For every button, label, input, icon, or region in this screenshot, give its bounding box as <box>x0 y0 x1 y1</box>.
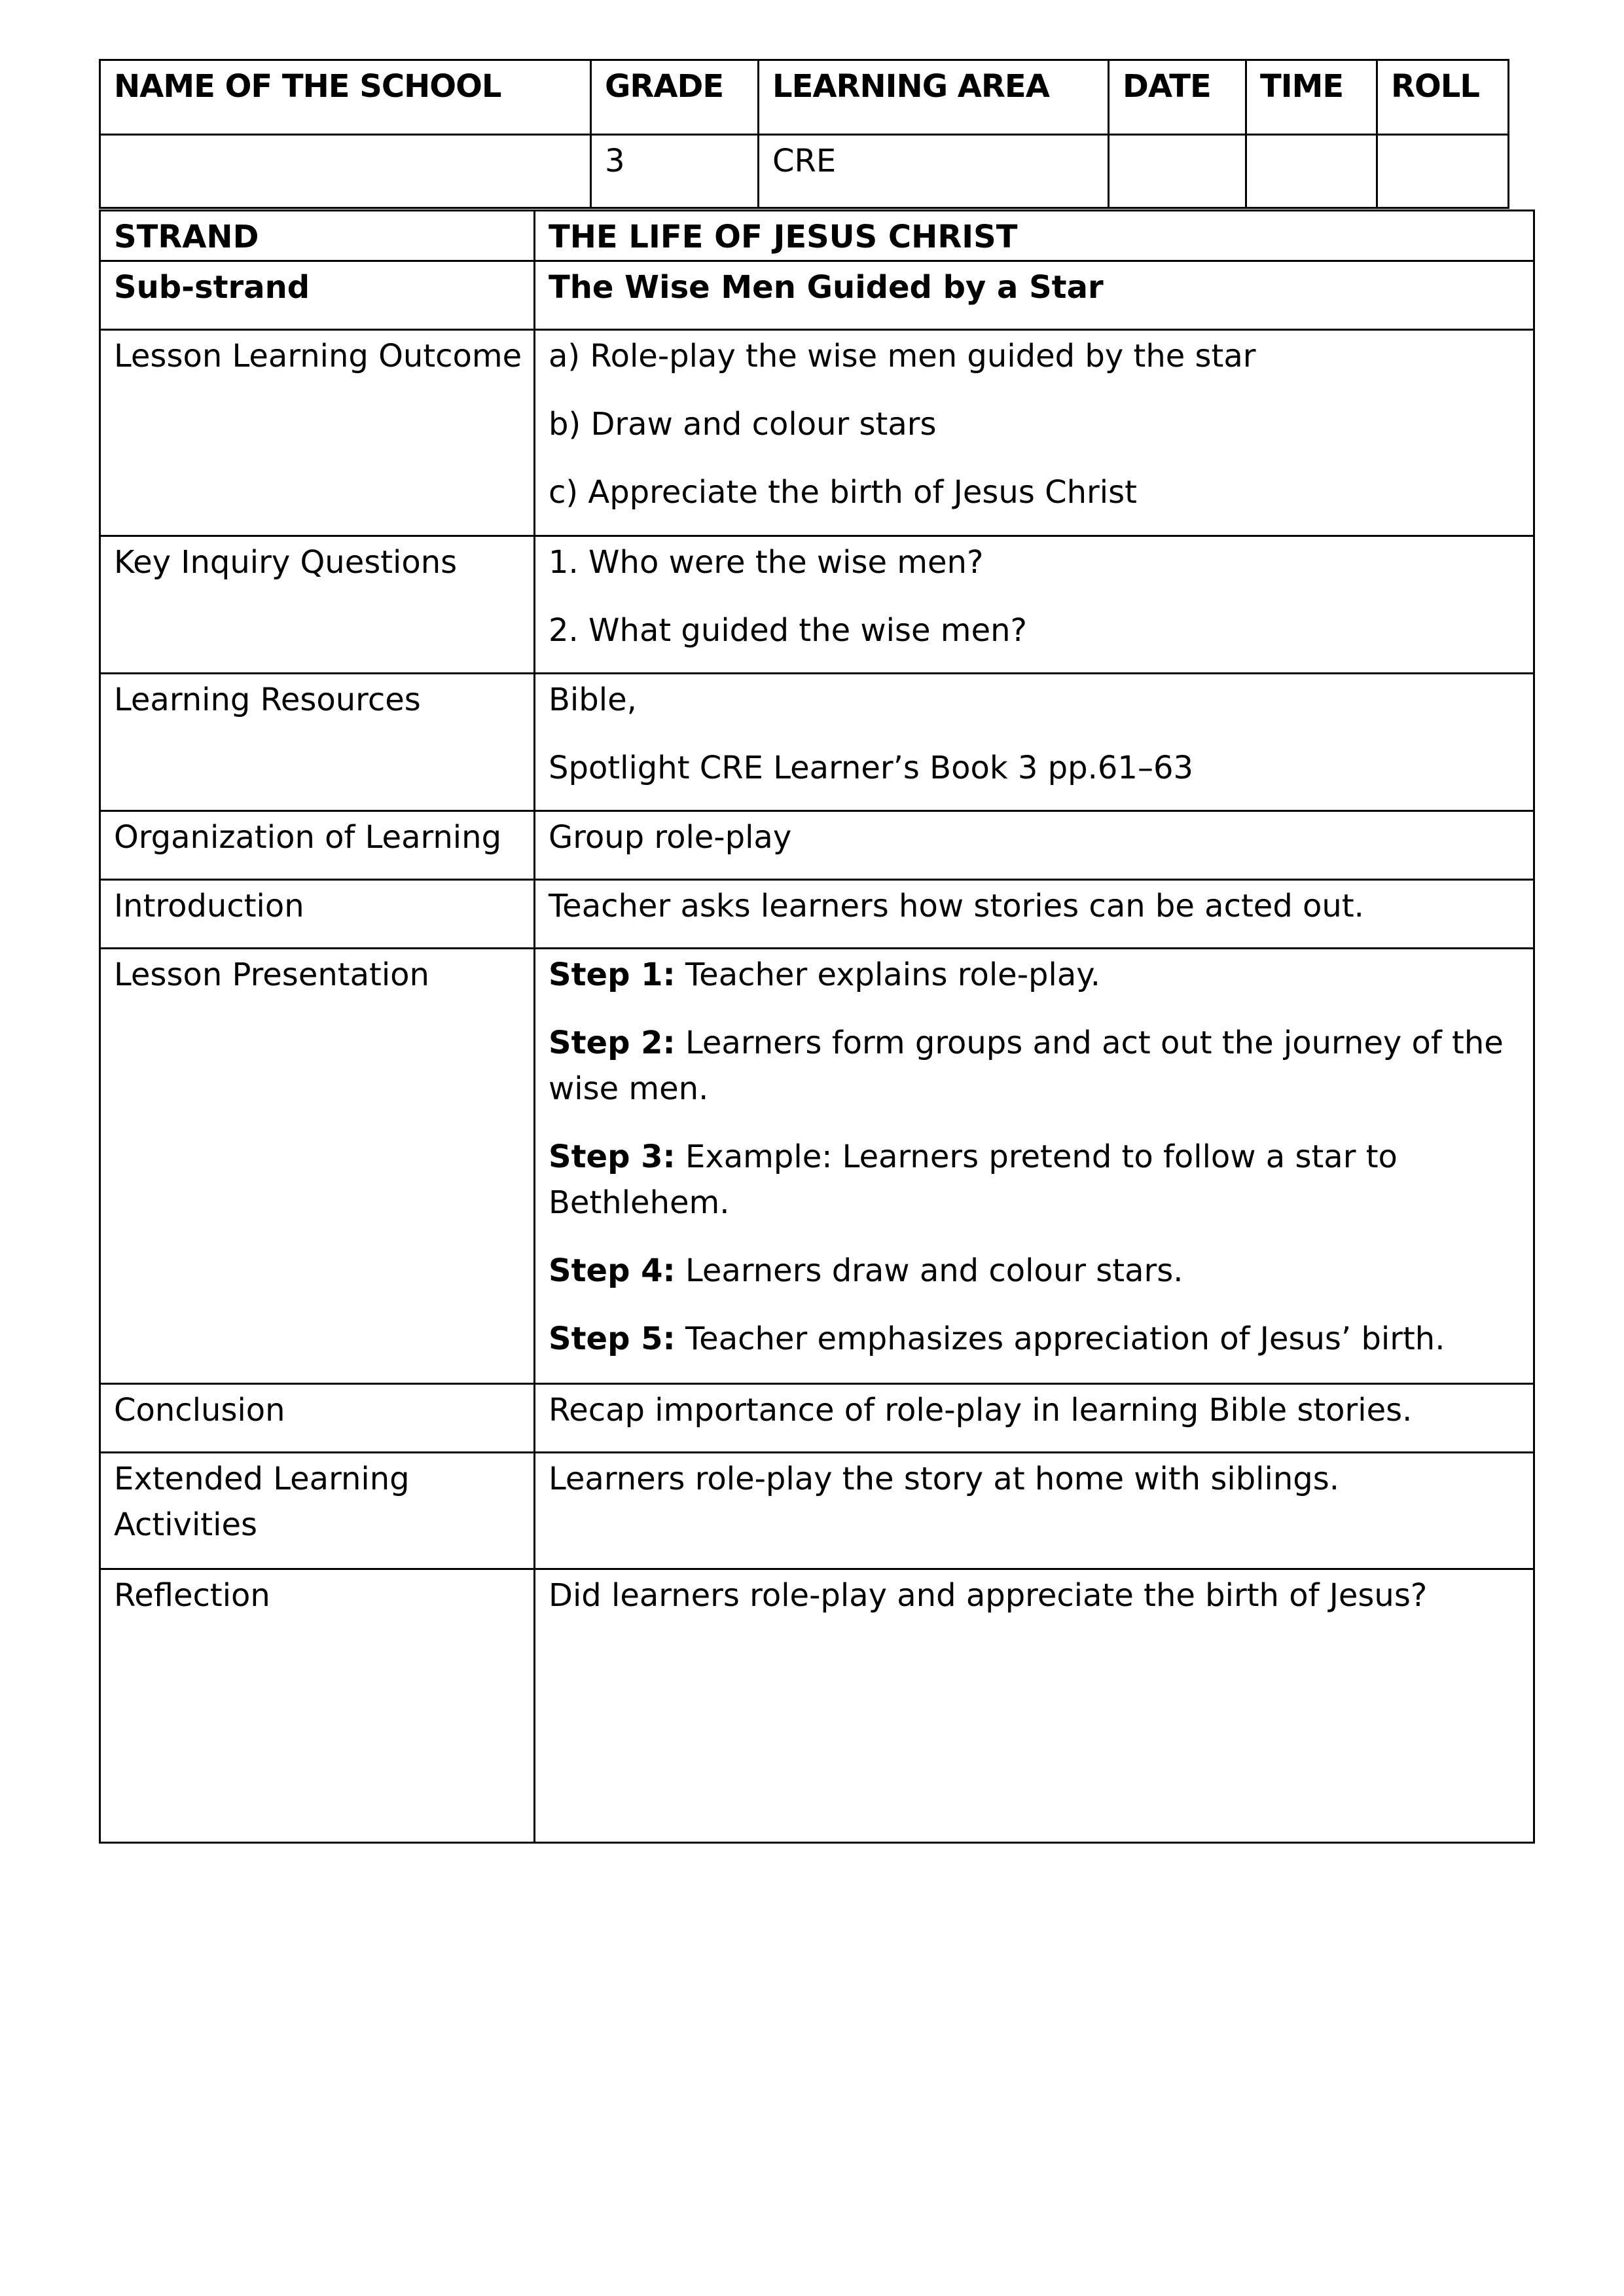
strand-value: THE LIFE OF JESUS CHRIST <box>535 211 1534 261</box>
inquiry-value <box>535 536 1534 674</box>
step-text: Example: Learners pretend to follow a star to Bethlehem. <box>549 1139 1398 1221</box>
step-text: Teacher explains role-play. <box>685 957 1101 993</box>
step-text: Teacher emphasizes appreciation of Jesus’ birth. <box>685 1321 1445 1357</box>
resources-row <box>100 674 1534 811</box>
introduction-label: Introduction <box>100 880 535 949</box>
date-value <box>1109 135 1246 208</box>
presentation-step <box>549 1316 1533 1362</box>
presentation-step <box>549 952 1533 998</box>
date-label: DATE <box>1109 60 1246 135</box>
inquiry-item: 2. What guided the wise men? <box>549 612 1027 649</box>
lesson-plan-table <box>99 210 1535 1844</box>
outcome-row <box>100 330 1534 536</box>
resources-label: Learning Resources <box>100 674 535 811</box>
learning-area-value: CRE <box>759 135 1109 208</box>
conclusion-label: Conclusion <box>100 1384 535 1453</box>
outcome-item: c) Appreciate the birth of Jesus Christ <box>549 474 1137 511</box>
conclusion-row <box>100 1384 1534 1453</box>
sub-strand-value: The Wise Men Guided by a Star <box>535 261 1534 330</box>
school-name-label: NAME OF THE SCHOOL <box>100 60 591 135</box>
presentation-step <box>549 1134 1533 1226</box>
organization-label: Organization of Learning <box>100 811 535 880</box>
presentation-step <box>549 1020 1533 1112</box>
organization-value: Group role-play <box>535 811 1534 880</box>
organization-row <box>100 811 1534 880</box>
step-label: Step 3: <box>549 1139 676 1175</box>
outcome-label: Lesson Learning Outcome <box>100 330 535 536</box>
outcome-item: a) Role-play the wise men guided by the star <box>549 338 1256 374</box>
presentation-row <box>100 949 1534 1384</box>
introduction-value: Teacher asks learners how stories can be acted out. <box>535 880 1534 949</box>
strand-row <box>100 211 1534 261</box>
roll-value <box>1377 135 1509 208</box>
reflection-label: Reflection <box>100 1569 535 1843</box>
time-label: TIME <box>1246 60 1377 135</box>
reflection-value: Did learners role-play and appreciate the birth of Jesus? <box>535 1569 1534 1843</box>
inquiry-item: 1. Who were the wise men? <box>549 544 984 581</box>
lesson-header-table <box>99 59 1509 209</box>
presentation-label: Lesson Presentation <box>100 949 535 1384</box>
outcome-item: b) Draw and colour stars <box>549 406 937 443</box>
introduction-row <box>100 880 1534 949</box>
presentation-step <box>549 1248 1533 1294</box>
extended-row <box>100 1453 1534 1569</box>
grade-value: 3 <box>591 135 759 208</box>
header-label-row <box>100 60 1509 135</box>
resources-value <box>535 674 1534 811</box>
resource-item: Bible, <box>549 682 637 718</box>
roll-label: ROLL <box>1377 60 1509 135</box>
step-text: Learners form groups and act out the journey of the wise men. <box>549 1025 1504 1107</box>
conclusion-value: Recap importance of role-play in learning Bible stories. <box>535 1384 1534 1453</box>
header-value-row <box>100 135 1509 208</box>
sub-strand-row <box>100 261 1534 330</box>
grade-label: GRADE <box>591 60 759 135</box>
presentation-value <box>535 949 1534 1384</box>
step-label: Step 4: <box>549 1252 676 1289</box>
strand-label: STRAND <box>100 211 535 261</box>
reflection-row <box>100 1569 1534 1843</box>
step-label: Step 5: <box>549 1321 676 1357</box>
outcome-value <box>535 330 1534 536</box>
school-name-value <box>100 135 591 208</box>
time-value <box>1246 135 1377 208</box>
resource-item: Spotlight CRE Learner’s Book 3 pp.61–63 <box>549 750 1194 786</box>
step-text: Learners draw and colour stars. <box>685 1252 1183 1289</box>
sub-strand-label: Sub-strand <box>100 261 535 330</box>
extended-label: Extended Learning Activities <box>100 1453 535 1569</box>
extended-value: Learners role-play the story at home with siblings. <box>535 1453 1534 1569</box>
step-label: Step 1: <box>549 957 676 993</box>
inquiry-label: Key Inquiry Questions <box>100 536 535 674</box>
inquiry-row <box>100 536 1534 674</box>
learning-area-label: LEARNING AREA <box>759 60 1109 135</box>
step-label: Step 2: <box>549 1025 676 1061</box>
